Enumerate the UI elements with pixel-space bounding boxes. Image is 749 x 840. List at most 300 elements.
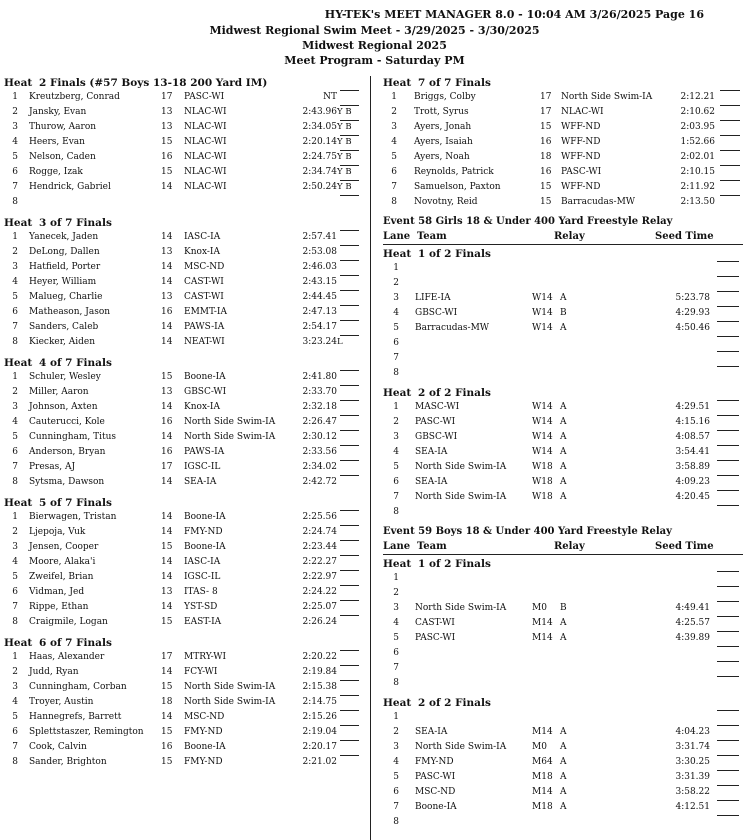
relay-team: North Side Swim-IA	[415, 492, 507, 502]
lane-number: 7	[393, 492, 399, 502]
relay-row	[383, 571, 743, 586]
result-blank-line	[340, 510, 359, 511]
seed-time: 2:23.44	[302, 542, 337, 552]
lane-number: 7	[393, 353, 399, 363]
heat-title	[383, 557, 743, 571]
event-title: Event 59 Boys 18 & Under 400 Yard Freestyle Relay	[383, 526, 672, 537]
team-name: Boone-IA	[184, 742, 226, 752]
relay-team: North Side Swim-IA	[415, 742, 507, 752]
lane-number: 4	[391, 137, 397, 147]
team-name: IGSC-IL	[184, 572, 221, 582]
swimmer-name: Anderson, Bryan	[29, 447, 106, 457]
lane-number: 6	[12, 307, 18, 317]
entry-row	[4, 740, 362, 755]
relay-letter: A	[560, 417, 567, 427]
entry-row	[383, 165, 743, 180]
swimmer-age: 13	[161, 292, 173, 302]
seed-time: 3:58.89	[675, 462, 710, 472]
entry-row	[4, 615, 362, 630]
lane-number: 3	[12, 682, 18, 692]
swimmer-name: Sander, Brighton	[29, 757, 107, 767]
swimmer-age: 15	[161, 727, 173, 737]
relay-team: SEA-IA	[415, 727, 448, 737]
relay-letter: A	[560, 323, 567, 333]
swimmer-name: Samuelson, Paxton	[414, 182, 501, 192]
swimmer-age: 16	[540, 137, 552, 147]
lane-number: 5	[12, 292, 18, 302]
entry-row	[4, 180, 362, 195]
lane-number: 4	[12, 277, 18, 287]
relay-row	[383, 661, 743, 676]
lane-number: 1	[393, 402, 399, 412]
entry-row	[4, 585, 362, 600]
lane-number: 3	[12, 542, 18, 552]
team-name: PAWS-IA	[184, 322, 225, 332]
lane-number: 3	[393, 603, 399, 613]
team-name: SEA-IA	[184, 477, 217, 487]
lane-number: 4	[393, 618, 399, 628]
seed-time: 2:41.80	[302, 372, 337, 382]
team-name: WFF-ND	[561, 152, 601, 162]
team-name: NLAC-WI	[184, 152, 227, 162]
relay-age-group: M18	[532, 772, 553, 782]
result-blank-line	[717, 415, 739, 416]
swimmer-name: Malueg, Charlie	[29, 292, 103, 302]
lane-number: 6	[12, 587, 18, 597]
swimmer-name: Vidman, Jed	[29, 587, 85, 597]
relay-letter: B	[560, 308, 567, 318]
heat-title-text: 4 of 7 Finals	[39, 357, 112, 369]
relay-team: PASC-WI	[415, 633, 456, 643]
swimmer-age: 16	[161, 417, 173, 427]
relay-row	[383, 336, 743, 351]
lane-number: 5	[393, 772, 399, 782]
lane-number: 4	[12, 557, 18, 567]
swimmer-age: 16	[161, 152, 173, 162]
swimmer-age: 14	[161, 262, 173, 272]
team-name: WFF-ND	[561, 182, 601, 192]
swimmer-name: Hannegrefs, Barrett	[29, 712, 122, 722]
swimmer-name: Cunningham, Corban	[29, 682, 127, 692]
result-blank-line	[340, 290, 359, 291]
relay-letter: A	[560, 447, 567, 457]
result-blank-line	[717, 571, 739, 572]
relay-row	[383, 710, 743, 725]
result-blank-line	[340, 90, 359, 91]
seed-time: 2:20.17	[302, 742, 337, 752]
seed-time: 2:33.70	[302, 387, 337, 397]
result-blank-line	[717, 460, 739, 461]
lane-number: 7	[391, 182, 397, 192]
seed-flag: Y B	[337, 107, 352, 117]
relay-row	[383, 505, 743, 520]
lane-number: 1	[393, 573, 399, 583]
result-blank-line	[340, 165, 359, 166]
team-name: NLAC-WI	[184, 167, 227, 177]
seed-time: 2:42.72	[302, 477, 337, 487]
relay-row	[383, 770, 743, 785]
program-title: Meet Program - Saturday PM	[284, 54, 465, 67]
relay-row	[383, 586, 743, 601]
seed-time: 2:47.13	[302, 307, 337, 317]
relay-age-group: W14	[532, 417, 553, 427]
swimmer-name: Hatfield, Porter	[29, 262, 101, 272]
result-blank-line	[340, 475, 359, 476]
result-blank-line	[717, 661, 739, 662]
seed-time: 3:31.39	[675, 772, 710, 782]
result-blank-line	[340, 120, 359, 121]
entry-row	[4, 600, 362, 615]
swimmer-age: 16	[161, 447, 173, 457]
lane-number: 1	[393, 263, 399, 273]
team-name: Boone-IA	[184, 542, 226, 552]
swimmer-name: Heers, Evan	[29, 137, 85, 147]
swimmer-name: Miller, Aaron	[29, 387, 89, 397]
swimmer-name: Ljepoja, Vuk	[29, 527, 86, 537]
swimmer-name: Matheason, Jason	[29, 307, 111, 317]
lane-number: 5	[393, 633, 399, 643]
relay-team: LIFE-IA	[415, 293, 451, 303]
lane-number: 2	[393, 727, 399, 737]
entry-row	[4, 695, 362, 710]
seed-time: 2:24.75	[302, 152, 337, 162]
seed-time: 4:08.57	[675, 432, 710, 442]
relay-team: North Side Swim-IA	[415, 462, 507, 472]
seed-time: 2:33.56	[302, 447, 337, 457]
relay-letter: A	[560, 633, 567, 643]
seed-time: 2:15.26	[302, 712, 337, 722]
col-seed-time: Seed Time	[655, 541, 714, 552]
relay-age-group: W18	[532, 492, 553, 502]
swimmer-age: 15	[161, 617, 173, 627]
team-name: GBSC-WI	[184, 387, 227, 397]
relay-row	[383, 676, 743, 691]
result-blank-line	[717, 770, 739, 771]
entry-row	[4, 195, 362, 210]
swimmer-name: Reynolds, Patrick	[414, 167, 494, 177]
swimmer-age: 14	[161, 322, 173, 332]
swimmer-age: 15	[161, 542, 173, 552]
swimmer-name: Troyer, Austin	[29, 697, 94, 707]
swimmer-age: 14	[161, 277, 173, 287]
swimmer-age: 15	[540, 182, 552, 192]
relay-letter: A	[560, 727, 567, 737]
lane-number: 8	[12, 337, 18, 347]
heat-title	[4, 636, 362, 650]
lane-number: 5	[12, 432, 18, 442]
seed-time: 2:24.22	[302, 587, 337, 597]
lane-number: 2	[12, 667, 18, 677]
swimmer-name: Novotny, Reid	[414, 197, 478, 207]
relay-team: GBSC-WI	[415, 432, 458, 442]
result-blank-line	[717, 755, 739, 756]
result-blank-line	[340, 555, 359, 556]
lane-number: 3	[12, 122, 18, 132]
team-name: CAST-WI	[184, 277, 224, 287]
result-blank-line	[720, 90, 740, 91]
relay-letter: A	[560, 757, 567, 767]
swimmer-age: 17	[540, 107, 552, 117]
col-relay: Relay	[554, 541, 585, 552]
relay-age-group: M0	[532, 603, 547, 613]
swimmer-age: 15	[540, 197, 552, 207]
entry-row	[4, 665, 362, 680]
heat-title-text: 2 of 2 Finals	[418, 387, 491, 399]
entry-row	[4, 525, 362, 540]
swimmer-age: 17	[161, 652, 173, 662]
relay-letter: A	[560, 742, 567, 752]
col-lane: Lane	[383, 541, 411, 552]
right-column	[383, 76, 743, 835]
seed-time: 2:03.95	[680, 122, 715, 132]
seed-flag: Y B	[337, 167, 352, 177]
result-blank-line	[717, 710, 739, 711]
seed-time: 2:22.97	[302, 572, 337, 582]
swimmer-name: Ayers, Jonah	[414, 122, 472, 132]
seed-time: 2:34.05	[302, 122, 337, 132]
lane-number: 5	[393, 462, 399, 472]
team-name: PASC-WI	[561, 167, 602, 177]
relay-letter: A	[560, 618, 567, 628]
lane-number: 5	[12, 572, 18, 582]
lane-number: 8	[12, 477, 18, 487]
swimmer-age: 14	[161, 402, 173, 412]
relay-row	[383, 785, 743, 800]
result-blank-line	[340, 710, 359, 711]
lane-number: 3	[12, 262, 18, 272]
entry-row	[4, 460, 362, 475]
team-name: Knox-IA	[184, 247, 220, 257]
swimmer-age: 13	[161, 107, 173, 117]
team-name: Barracudas-MW	[561, 197, 636, 207]
team-name: Boone-IA	[184, 372, 226, 382]
relay-team: PASC-WI	[415, 417, 456, 427]
entry-row	[4, 290, 362, 305]
swimmer-age: 15	[161, 757, 173, 767]
relay-letter: A	[560, 772, 567, 782]
col-relay: Relay	[554, 231, 585, 242]
relay-row	[383, 475, 743, 490]
swimmer-age: 16	[161, 307, 173, 317]
swimmer-name: Zweifel, Brian	[29, 572, 94, 582]
lane-number: 7	[12, 182, 18, 192]
seed-time: 2:02.01	[680, 152, 715, 162]
relay-letter: A	[560, 802, 567, 812]
seed-time: 2:20.14	[302, 137, 337, 147]
seed-time: 2:11.92	[680, 182, 715, 192]
result-blank-line	[340, 540, 359, 541]
team-name: WFF-ND	[561, 137, 601, 147]
lane-number: 2	[391, 107, 397, 117]
team-name: YST-SD	[184, 602, 218, 612]
seed-time: 2:21.02	[302, 757, 337, 767]
entry-row	[4, 150, 362, 165]
entry-row	[4, 275, 362, 290]
seed-time: 2:46.03	[302, 262, 337, 272]
team-name: CAST-WI	[184, 292, 224, 302]
lane-number: 8	[12, 617, 18, 627]
heat-title	[383, 247, 743, 261]
lane-number: 2	[12, 387, 18, 397]
relay-row	[383, 800, 743, 815]
lane-number: 1	[12, 512, 18, 522]
heat-title	[4, 216, 362, 230]
swimmer-name: Ayers, Noah	[414, 152, 470, 162]
result-blank-line	[340, 740, 359, 741]
swimmer-name: Sanders, Caleb	[29, 322, 99, 332]
result-blank-line	[340, 195, 359, 196]
swimmer-age: 14	[161, 602, 173, 612]
team-name: North Side Swim-IA	[184, 432, 276, 442]
swimmer-name: Craigmile, Logan	[29, 617, 108, 627]
heat-label: Heat	[4, 357, 33, 369]
heat-title	[4, 356, 362, 370]
result-blank-line	[340, 385, 359, 386]
team-name: EAST-IA	[184, 617, 222, 627]
relay-row	[383, 755, 743, 770]
team-name: MTRY-WI	[184, 652, 227, 662]
seed-time: 2:53.08	[302, 247, 337, 257]
result-blank-line	[720, 180, 740, 181]
swimmer-name: Cauterucci, Kole	[29, 417, 105, 427]
relay-age-group: M0	[532, 742, 547, 752]
swimmer-age: 13	[161, 122, 173, 132]
swimmer-name: DeLong, Dallen	[29, 247, 100, 257]
heat-title	[4, 496, 362, 510]
result-blank-line	[340, 105, 359, 106]
relay-age-group: M18	[532, 802, 553, 812]
swimmer-name: Kiecker, Aiden	[29, 337, 96, 347]
result-blank-line	[717, 351, 739, 352]
swimmer-age: 15	[161, 167, 173, 177]
team-name: North Side Swim-IA	[561, 92, 653, 102]
seed-time: 2:34.74	[302, 167, 337, 177]
team-name: EMMT-IA	[184, 307, 227, 317]
lane-number: 5	[12, 152, 18, 162]
seed-time: 2:44.45	[302, 292, 337, 302]
heat-title-text: 2 Finals (#57 Boys 13-18 200 Yard IM)	[39, 77, 268, 89]
entry-row	[4, 680, 362, 695]
result-blank-line	[717, 321, 739, 322]
swimmer-name: Cook, Calvin	[29, 742, 87, 752]
seed-time: 2:30.12	[302, 432, 337, 442]
lane-number: 5	[393, 323, 399, 333]
team-name: FCY-WI	[184, 667, 218, 677]
lane-number: 1	[12, 92, 18, 102]
lane-number: 3	[393, 742, 399, 752]
swimmer-age: 18	[161, 697, 173, 707]
team-name: FMY-ND	[184, 757, 223, 767]
col-seed-time: Seed Time	[655, 231, 714, 242]
entry-row	[4, 245, 362, 260]
lane-number: 7	[393, 802, 399, 812]
column-headers	[383, 539, 743, 555]
relay-letter: A	[560, 462, 567, 472]
result-blank-line	[340, 275, 359, 276]
team-name: PAWS-IA	[184, 447, 225, 457]
result-blank-line	[717, 676, 739, 677]
result-blank-line	[717, 366, 739, 367]
lane-number: 5	[12, 712, 18, 722]
seed-flag: Y B	[337, 137, 352, 147]
heat-label: Heat	[383, 248, 412, 260]
swimmer-name: Haas, Alexander	[29, 652, 105, 662]
entry-row	[383, 195, 743, 210]
swimmer-age: 14	[161, 232, 173, 242]
seed-time: 2:10.62	[680, 107, 715, 117]
relay-row	[383, 291, 743, 306]
heat-title-text: 1 of 2 Finals	[418, 248, 491, 260]
entry-row	[4, 510, 362, 525]
relay-age-group: W14	[532, 402, 553, 412]
result-blank-line	[340, 320, 359, 321]
lane-number: 8	[393, 507, 399, 517]
team-name: NLAC-WI	[184, 182, 227, 192]
result-blank-line	[717, 740, 739, 741]
swimmer-name: Rogge, Izak	[29, 167, 83, 177]
seed-time: 4:15.16	[675, 417, 710, 427]
seed-time: 2:12.21	[680, 92, 715, 102]
seed-time: 2:32.18	[302, 402, 337, 412]
team-name: Knox-IA	[184, 402, 220, 412]
relay-team: SEA-IA	[415, 447, 448, 457]
swimmer-age: 14	[161, 557, 173, 567]
seed-time: 2:14.75	[302, 697, 337, 707]
swimmer-age: 14	[161, 182, 173, 192]
seed-time: 4:09.23	[675, 477, 710, 487]
result-blank-line	[717, 616, 739, 617]
entry-row	[4, 105, 362, 120]
heat-spacer	[4, 770, 362, 776]
swimmer-name: Trott, Syrus	[414, 107, 469, 117]
result-blank-line	[717, 631, 739, 632]
col-lane: Lane	[383, 231, 411, 242]
result-blank-line	[340, 135, 359, 136]
relay-row	[383, 261, 743, 276]
lane-number: 6	[393, 477, 399, 487]
column-headers	[383, 229, 743, 245]
swimmer-age: 16	[161, 742, 173, 752]
lane-number: 7	[12, 322, 18, 332]
relay-row	[383, 445, 743, 460]
team-name: ITAS- 8	[184, 587, 218, 597]
heat-label: Heat	[4, 637, 33, 649]
relay-row	[383, 631, 743, 646]
result-blank-line	[717, 505, 739, 506]
entry-row	[4, 725, 362, 740]
result-blank-line	[340, 370, 359, 371]
result-blank-line	[340, 650, 359, 651]
swimmer-name: Yanecek, Jaden	[29, 232, 99, 242]
heat-title	[383, 696, 743, 710]
entry-row	[4, 370, 362, 385]
seed-time: 2:13.50	[680, 197, 715, 207]
seed-time: 2:10.15	[680, 167, 715, 177]
lane-number: 6	[393, 338, 399, 348]
team-name: FMY-ND	[184, 727, 223, 737]
relay-age-group: W14	[532, 323, 553, 333]
heat-label: Heat	[4, 497, 33, 509]
seed-time: 2:19.04	[302, 727, 337, 737]
swimmer-name: Thurow, Aaron	[29, 122, 97, 132]
lane-number: 4	[393, 447, 399, 457]
result-blank-line	[720, 120, 740, 121]
seed-time: 5:23.78	[675, 293, 710, 303]
swimmer-name: Judd, Ryan	[29, 667, 79, 677]
relay-row	[383, 815, 743, 830]
lane-number: 1	[393, 712, 399, 722]
lane-number: 6	[12, 727, 18, 737]
